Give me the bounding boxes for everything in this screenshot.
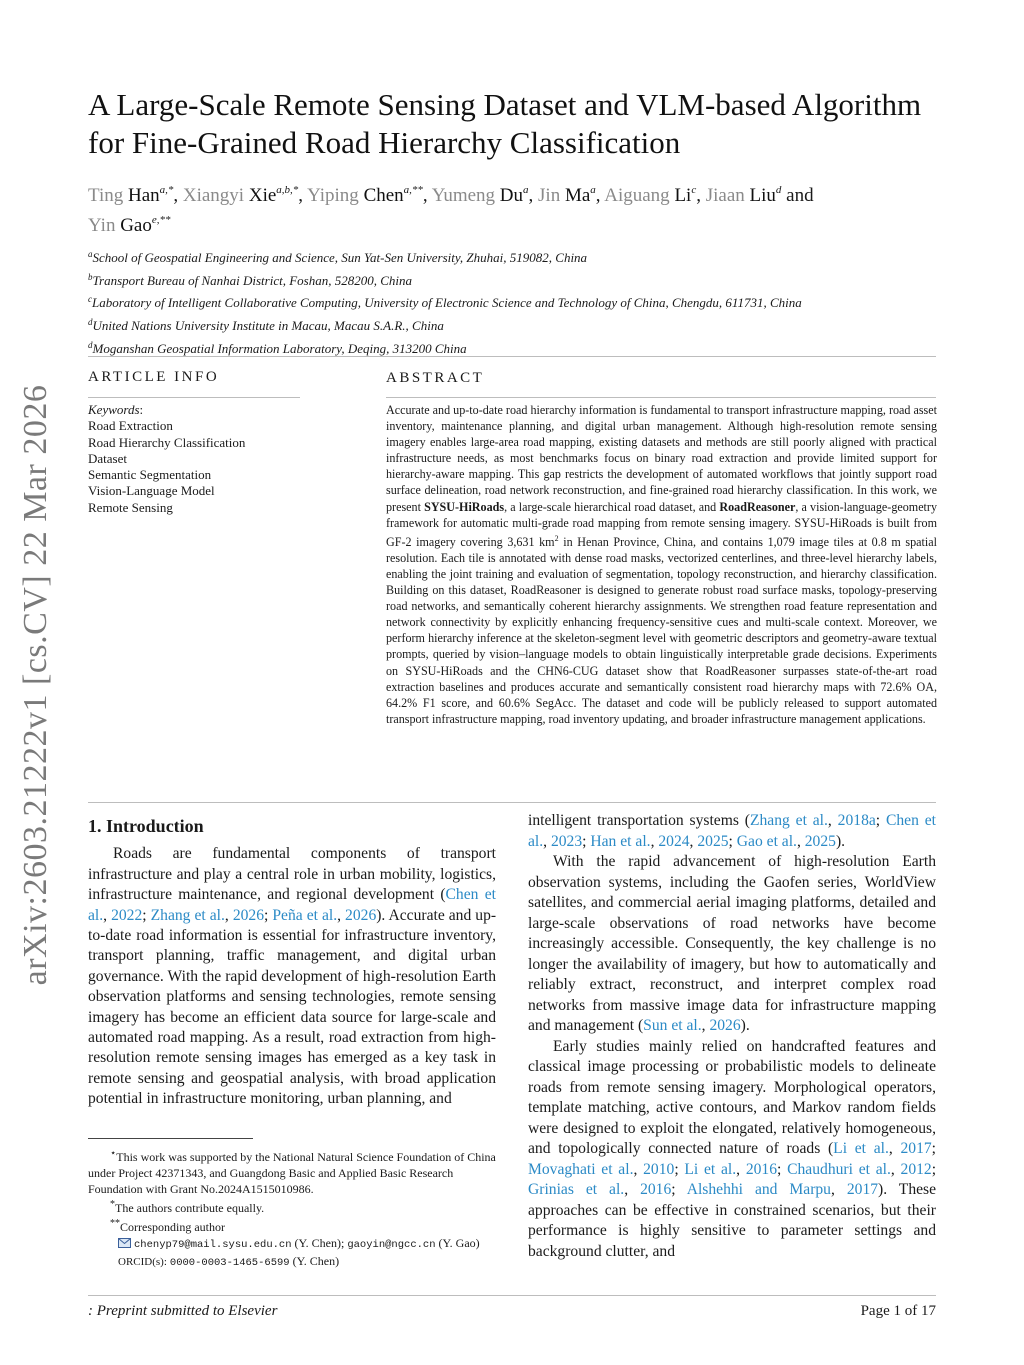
- citation-link[interactable]: Grinias et al.: [528, 1181, 625, 1198]
- affiliation: $^a$School of Geospatial Engineering and Science, Sun Yat-Sen University, Zhuhai, 519082, China: [88, 249, 588, 265]
- intro-paragraph-1-continued: intelligent transportation systems (Zhang et al., 2018a; Chen et al., 2023; Han et al., 2024, 2025; Gao et al., 2025).: [528, 812, 936, 850]
- arxiv-sidebar: [6, 380, 66, 990]
- citation-link[interactable]: Chaudhuri et al.: [787, 1160, 891, 1178]
- keyword: Remote Sensing: [88, 499, 173, 515]
- citation-link[interactable]: Han et al.: [590, 832, 651, 850]
- intro-column-right: [528, 811, 936, 1262]
- citation-link[interactable]: 2026: [709, 1017, 741, 1034]
- author: Yumeng Du$^a$: [431, 184, 529, 206]
- footer-journal: : Preprint submitted to Elsevier: [88, 1303, 278, 1319]
- citation-link[interactable]: 2017: [846, 1181, 879, 1198]
- author-list: Ting Han$^{a,*}$, Xiangyi Xie$^{a,b,*}$, Yiping Chen$^{a,**}$, Yumeng Du$^a$, Jin Ma$^a$, Aiguang Li$^c$, Jiaan Liu$^d$ and Yin Gao$^{e,**}$: [88, 184, 814, 236]
- keywords-label: Keywords: [88, 402, 140, 417]
- citation-link[interactable]: 2026: [232, 906, 265, 924]
- keyword: Road Hierarchy Classification: [88, 434, 246, 450]
- corresponding-author-note: Corresponding author: [120, 1220, 225, 1234]
- page-number: Page 1 of 17: [860, 1303, 936, 1319]
- abstract-end-divider: [88, 802, 936, 803]
- intro-paragraph-1: Roads are fundamental components of transport infrastructure and play a central role in urban mobility, logistics, infrastructure maintenance, and regional development (Chen et al., 2022; Zhang et al., 2026; Peña et al., 2026). Accurate and up-to-date road information is essential for infrastructure inventory, transport planning, traffic management, and digital urban governance. With the rapid development of high-resolution Earth observation platforms and sensing technologies, remote sensing imagery has become an efficient data source for large-scale and automated road mapping. As a result, road extraction from high-resolution remote sensing images has emerged as a key task in remote sensing and geospatial analysis, with broad application potential in infrastructure monitoring, urban planning, and: [88, 845, 497, 1108]
- citation-link[interactable]: 2025: [804, 832, 836, 850]
- arxiv-id: arXiv:2603.21222v1 [cs.CV] 22 Mar 2026: [17, 384, 54, 986]
- method-name: RoadReasoner: [719, 499, 796, 514]
- funding-footnote: This work was supported by the National Natural Science Foundation of China under Project 42371343, and Guangdong Basic and Applied Basic Research Foundation with Grant No.2024A1515010986.: [88, 1150, 496, 1196]
- citation-link[interactable]: Zhang et al.: [150, 906, 225, 924]
- citation-link[interactable]: 2024: [658, 832, 690, 850]
- citation-link[interactable]: 2012: [900, 1160, 932, 1178]
- affiliation: $^b$Transport Bureau of Nanhai District, Foshan, 528200, China: [88, 271, 412, 288]
- abstract-heading: ABSTRACT: [386, 370, 485, 386]
- citation-link[interactable]: Peña et al.: [272, 906, 338, 924]
- author: Jiaan Liu$^d$: [705, 184, 782, 206]
- affiliation: $^d$Moganshan Geospatial Information Laboratory, Deqing, 313200 China: [88, 339, 467, 356]
- citation-link[interactable]: Li et al.: [833, 1140, 889, 1157]
- citation-link[interactable]: Chen et al.: [528, 812, 936, 850]
- intro-paragraph-2: With the rapid advancement of high-resolution Earth observation systems, including the Gaofen series, WorldView satellites, and commercial aerial imaging platforms, detailed and large-scale observations of road networks have become increasingly accessible. Consequently, the key challenge is no longer the availability of imagery, but how to automatically and reliably extract, reconstruct, and interpret complex road networks from massive image data for infrastructure mapping and management (Sun et al., 2026).: [528, 853, 936, 1034]
- citation-link[interactable]: Li et al.: [684, 1160, 737, 1178]
- citation-link[interactable]: 2018a: [837, 812, 876, 829]
- citation-link[interactable]: Chen et al.: [88, 886, 497, 924]
- citation-link[interactable]: 2010: [643, 1160, 675, 1178]
- orcid-id[interactable]: 0000-0003-1465-6599: [169, 1257, 290, 1269]
- citation-link[interactable]: 2023: [550, 832, 583, 850]
- affiliation: $^c$Laboratory of Intelligent Collaborative Computing, University of Electronic Science and Technology of China, Chengdu, 611731, China: [88, 294, 802, 311]
- citation-link[interactable]: Gao et al.: [736, 832, 797, 850]
- citation-link[interactable]: 2026: [345, 906, 377, 924]
- keywords-block: Keywords: Road Extraction Road Hierarchy Classification Dataset Semantic Segmentation Vision-Language Model Remote Sensing: [88, 402, 308, 516]
- email-gao[interactable]: gaoyin@ngcc.cn: [347, 1239, 436, 1251]
- footnote-rule: [88, 1138, 253, 1139]
- footnotes: ⋆This work was supported by the National Natural Science Foundation of China under Project 42371343, and Guangdong Basic and Applied Basic Research Foundation with Grant No.2024A1515010986. *The authors contribute equally. **Corresponding author chenyp79@mail.sysu.edu.cn (Y. Chen); gaoyin@ngcc.cn (Y. Gao) ORCID(s): 0000-0003-1465-6599 (Y. Chen): [88, 1148, 496, 1269]
- footer-divider: [88, 1295, 936, 1296]
- citation-link[interactable]: Alshehhi and Marpu: [686, 1181, 831, 1198]
- author: Aiguang Li$^c$: [604, 184, 697, 206]
- author: Jin Ma$^a$: [538, 184, 596, 206]
- article-info-divider: [88, 397, 300, 398]
- affiliation: $^d$United Nations University Institute in Macau, Macau S.A.R., China: [88, 317, 444, 334]
- envelope-icon: [118, 1238, 131, 1248]
- citation-link[interactable]: Zhang et al.: [749, 812, 828, 829]
- keyword: Vision-Language Model: [88, 483, 215, 499]
- author: Yiping Chen$^{a,**}$: [307, 184, 423, 206]
- citation-link[interactable]: 2025: [697, 832, 729, 850]
- intro-paragraph-3: Early studies mainly relied on handcrafted features and classical image processing or probabilistic models to delineate roads from remote sensing imagery. Morphological operators, template matching, active contours, and Markov random fields were designed to exploit the elongated, relatively homogeneous, and topologically connected nature of roads (Li et al., 2017; Movaghati et al., 2010; Li et al., 2016; Chaudhuri et al., 2012; Grinias et al., 2016; Alshehhi and Marpu, 2017). These approaches can be effective in constrained scenarios, but their performance is highly sensitive to parameter settings and background clutter, and: [528, 1037, 937, 1260]
- citation-link[interactable]: 2017: [900, 1140, 932, 1157]
- keyword: Dataset: [88, 450, 127, 466]
- abstract-divider: [386, 397, 936, 398]
- citation-link[interactable]: 2022: [111, 906, 143, 924]
- affiliations: [88, 245, 948, 359]
- author: Ting Han$^{a,*}$: [88, 184, 174, 206]
- article-info-heading: ARTICLE INFO: [88, 369, 220, 385]
- dataset-name: SYSU-HiRoads: [424, 499, 505, 514]
- keyword: Road Extraction: [88, 418, 173, 434]
- equal-contribution-note: The authors contribute equally.: [115, 1201, 265, 1215]
- paper-title: A Large-Scale Remote Sensing Dataset and VLM-based Algorithm for Fine-Grained Road Hierarchy Classification: [88, 87, 922, 160]
- abstract-body: Accurate and up-to-date road hierarchy information is fundamental to transport infrastructure mapping, road asset inventory, maintenance planning, and digital urban management. Although high-resolution remote sensing imagery enables large-area road mapping, existing datasets and methods are still poorly aligned with practical infrastructure needs, as most benchmarks focus on binary road extraction and provide limited support for hierarchy-aware mapping. This gap restricts the development of automated workflows that jointly support road surface delineation, road network reconstruction, and fine-grained road hierarchy classification. In this work, we present SYSU-HiRoads, a large-scale hierarchical road dataset, and RoadReasoner, a vision-language-geometry framework for automatic multi-grade road mapping from remote sensing imagery. SYSU-HiRoads is built from GF-2 imagery covering 3,631 $km^2$ in Henan Province, China, and contains 1,079 image tiles at 0.8 m spatial resolution. Each tile is annotated with dense road masks, vectorized centerlines, and three-level hierarchy labels, enabling the joint training and evaluation of segmentation, topology reconstruction, and hierarchy classification. Building on this dataset, RoadReasoner is designed to generate robust road surface masks, topology-preserving road networks, and semantically coherent hierarchy assignments. We strengthen road feature representation and network connectivity by explicitly enhancing frequency-sensitive cues and multi-scale context. Moreover, we perform hierarchy inference at the skeleton-segment level with geometric descriptors and geometry-aware textual prompts, queried by vision–language models to obtain linguistically interpretable grade decisions. Experiments on SYSU-HiRoads and the CHN6-CUG dataset show that RoadReasoner surpasses state-of-the-art road extraction baselines and produces accurate and semantically consistent road hierarchy maps with 72.6% OA, 64.2% F1 score, and 60.6% SegAcc. The dataset and code will be publicly released to support automated transport infrastructure mapping, road inventory updating, and broader infrastructure management applications.: [386, 403, 938, 726]
- author: Xiangyi Xie$^{a,b,*}$: [182, 184, 299, 206]
- email-chen[interactable]: chenyp79@mail.sysu.edu.cn: [134, 1239, 292, 1251]
- citation-link[interactable]: 2016: [745, 1160, 778, 1178]
- section-heading-introduction: 1. Introduction: [88, 816, 204, 836]
- citation-link[interactable]: Movaghati et al.: [528, 1160, 634, 1178]
- keyword: Semantic Segmentation: [88, 467, 212, 483]
- author: Yin Gao$^{e,**}$: [88, 214, 171, 236]
- citation-link[interactable]: 2016: [640, 1181, 672, 1198]
- intro-column-left: [88, 816, 496, 1110]
- citation-link[interactable]: Sun et al.: [643, 1017, 702, 1034]
- header-divider: [88, 356, 936, 357]
